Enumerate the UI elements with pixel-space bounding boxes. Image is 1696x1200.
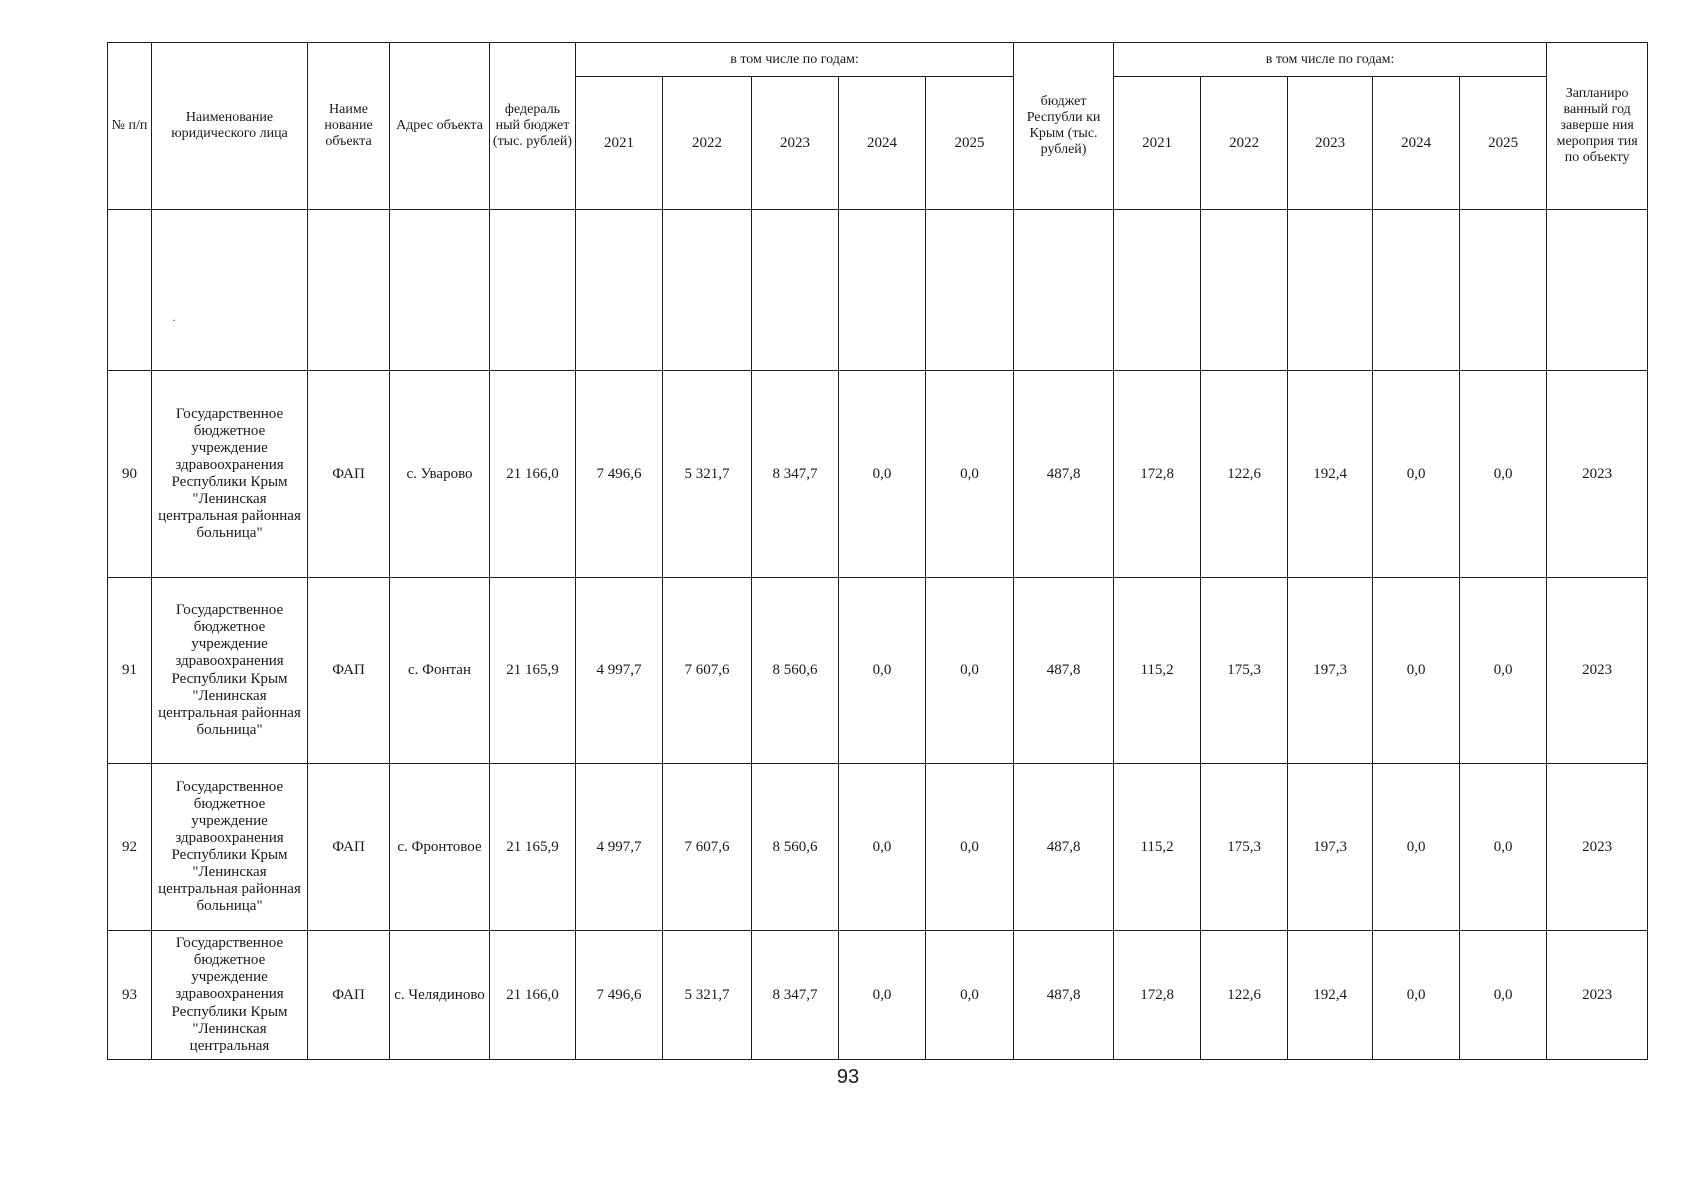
header-year-federal: 2021	[576, 77, 663, 210]
object-cell: ФАП	[308, 764, 390, 931]
federal-year-cell: 8 347,7	[752, 371, 839, 578]
crimea-year-cell: 0,0	[1460, 578, 1547, 764]
crimea-year-cell: 0,0	[1373, 578, 1460, 764]
crimea-year-cell: 172,8	[1114, 371, 1201, 578]
federal-year-cell: 4 997,7	[576, 764, 663, 931]
blank-cell	[108, 210, 152, 371]
blank-cell	[839, 210, 926, 371]
crimea-year-cell: 172,8	[1114, 931, 1201, 1060]
crimea-year-cell: 175,3	[1201, 578, 1288, 764]
federal-cell: 21 165,9	[490, 578, 576, 764]
crimea-year-cell: 0,0	[1373, 371, 1460, 578]
crimea-year-cell: 0,0	[1460, 371, 1547, 578]
table-row	[108, 371, 1648, 578]
header-year-crimea: 2025	[1460, 77, 1547, 210]
header-num: № п/п	[108, 43, 152, 210]
federal-year-cell: 0,0	[839, 371, 926, 578]
federal-year-cell: 5 321,7	[663, 931, 752, 1060]
federal-year-cell: 0,0	[926, 764, 1014, 931]
table-row	[108, 931, 1648, 1060]
header-year-crimea: 2024	[1373, 77, 1460, 210]
federal-year-cell: 0,0	[926, 931, 1014, 1060]
address-cell: с. Уварово	[390, 371, 490, 578]
address-cell: с. Челядиново	[390, 931, 490, 1060]
table-row	[108, 764, 1648, 931]
federal-year-cell: 7 496,6	[576, 931, 663, 1060]
blank-cell	[926, 210, 1014, 371]
federal-year-cell: 7 607,6	[663, 764, 752, 931]
header-federal-budget: федераль ный бюджет (тыс. рублей)	[490, 43, 576, 210]
header-object-name: Наиме нование объекта	[308, 43, 390, 210]
completion-year-cell: 2023	[1547, 371, 1648, 578]
federal-cell: 21 166,0	[490, 371, 576, 578]
crimea-year-cell: 175,3	[1201, 764, 1288, 931]
federal-year-cell: 7 496,6	[576, 371, 663, 578]
object-cell: ФАП	[308, 578, 390, 764]
header-year-federal: 2024	[839, 77, 926, 210]
crimea-year-cell: 0,0	[1460, 764, 1547, 931]
blank-cell	[308, 210, 390, 371]
header-by-years-federal: в том числе по годам:	[576, 43, 1014, 77]
header-year-crimea: 2023	[1288, 77, 1373, 210]
completion-year-cell: 2023	[1547, 931, 1648, 1060]
blank-cell	[1288, 210, 1373, 371]
federal-year-cell: 7 607,6	[663, 578, 752, 764]
crimea-year-cell: 0,0	[1373, 764, 1460, 931]
header-row-top	[108, 43, 1648, 77]
blank-cell	[490, 210, 576, 371]
blank-cell	[752, 210, 839, 371]
header-year-federal: 2022	[663, 77, 752, 210]
crimea-year-cell: 192,4	[1288, 931, 1373, 1060]
object-cell: ФАП	[308, 371, 390, 578]
crimea-year-cell: 115,2	[1114, 578, 1201, 764]
legal-entity-cell: Государственное бюджетное учреждение здравоохранения Республики Крым "Ленинская центральная районная больница"	[152, 764, 308, 931]
header-completion-year: Запланиро ванный год заверше ния мероприя тия по объекту	[1547, 43, 1648, 210]
crimea-year-cell: 115,2	[1114, 764, 1201, 931]
federal-year-cell: 0,0	[839, 931, 926, 1060]
crimea-year-cell: 0,0	[1460, 931, 1547, 1060]
budget-table	[107, 42, 1648, 1060]
header-legal-entity: Наименование юридического лица	[152, 43, 308, 210]
header-address: Адрес объекта	[390, 43, 490, 210]
blank-cell	[1547, 210, 1648, 371]
row-num: 93	[108, 931, 152, 1060]
blank-cell	[1014, 210, 1114, 371]
row-num: 92	[108, 764, 152, 931]
header-year-crimea: 2022	[1201, 77, 1288, 210]
legal-entity-cell: Государственное бюджетное учреждение здравоохранения Республики Крым "Ленинская центральная	[152, 931, 308, 1060]
crimea-year-cell: 0,0	[1373, 931, 1460, 1060]
blank-cell	[576, 210, 663, 371]
crimea-year-cell: 122,6	[1201, 931, 1288, 1060]
address-cell: с. Фонтан	[390, 578, 490, 764]
address-cell: с. Фронтовое	[390, 764, 490, 931]
table-row	[108, 578, 1648, 764]
completion-year-cell: 2023	[1547, 578, 1648, 764]
federal-cell: 21 166,0	[490, 931, 576, 1060]
object-cell: ФАП	[308, 931, 390, 1060]
page-number: 93	[836, 1066, 860, 1088]
crimea-year-cell: 192,4	[1288, 371, 1373, 578]
header-year-federal: 2025	[926, 77, 1014, 210]
legal-entity-cell: Государственное бюджетное учреждение здравоохранения Республики Крым "Ленинская центральная районная больница"	[152, 371, 308, 578]
federal-year-cell: 0,0	[839, 764, 926, 931]
row-num: 91	[108, 578, 152, 764]
crimea-cell: 487,8	[1014, 764, 1114, 931]
legal-entity-cell: Государственное бюджетное учреждение здравоохранения Республики Крым "Ленинская центральная районная больница"	[152, 578, 308, 764]
header-year-federal: 2023	[752, 77, 839, 210]
federal-year-cell: 4 997,7	[576, 578, 663, 764]
row-num: 90	[108, 371, 152, 578]
blank-cell	[390, 210, 490, 371]
federal-year-cell: 0,0	[926, 578, 1014, 764]
header-crimea-budget: бюджет Республи ки Крым (тыс. рублей)	[1014, 43, 1114, 210]
crimea-cell: 487,8	[1014, 578, 1114, 764]
federal-year-cell: 0,0	[926, 371, 1014, 578]
federal-cell: 21 165,9	[490, 764, 576, 931]
federal-year-cell: 5 321,7	[663, 371, 752, 578]
blank-cell	[1114, 210, 1201, 371]
blank-cell	[1201, 210, 1288, 371]
federal-year-cell: 0,0	[839, 578, 926, 764]
blank-cell: ·	[152, 210, 308, 371]
header-by-years-crimea: в том числе по годам:	[1114, 43, 1547, 77]
blank-cell	[663, 210, 752, 371]
federal-year-cell: 8 560,6	[752, 578, 839, 764]
crimea-year-cell: 122,6	[1201, 371, 1288, 578]
blank-cell	[1460, 210, 1547, 371]
crimea-year-cell: 197,3	[1288, 764, 1373, 931]
crimea-cell: 487,8	[1014, 371, 1114, 578]
federal-year-cell: 8 347,7	[752, 931, 839, 1060]
blank-row	[108, 210, 1648, 371]
completion-year-cell: 2023	[1547, 764, 1648, 931]
federal-year-cell: 8 560,6	[752, 764, 839, 931]
crimea-cell: 487,8	[1014, 931, 1114, 1060]
crimea-year-cell: 197,3	[1288, 578, 1373, 764]
blank-cell	[1373, 210, 1460, 371]
header-year-crimea: 2021	[1114, 77, 1201, 210]
